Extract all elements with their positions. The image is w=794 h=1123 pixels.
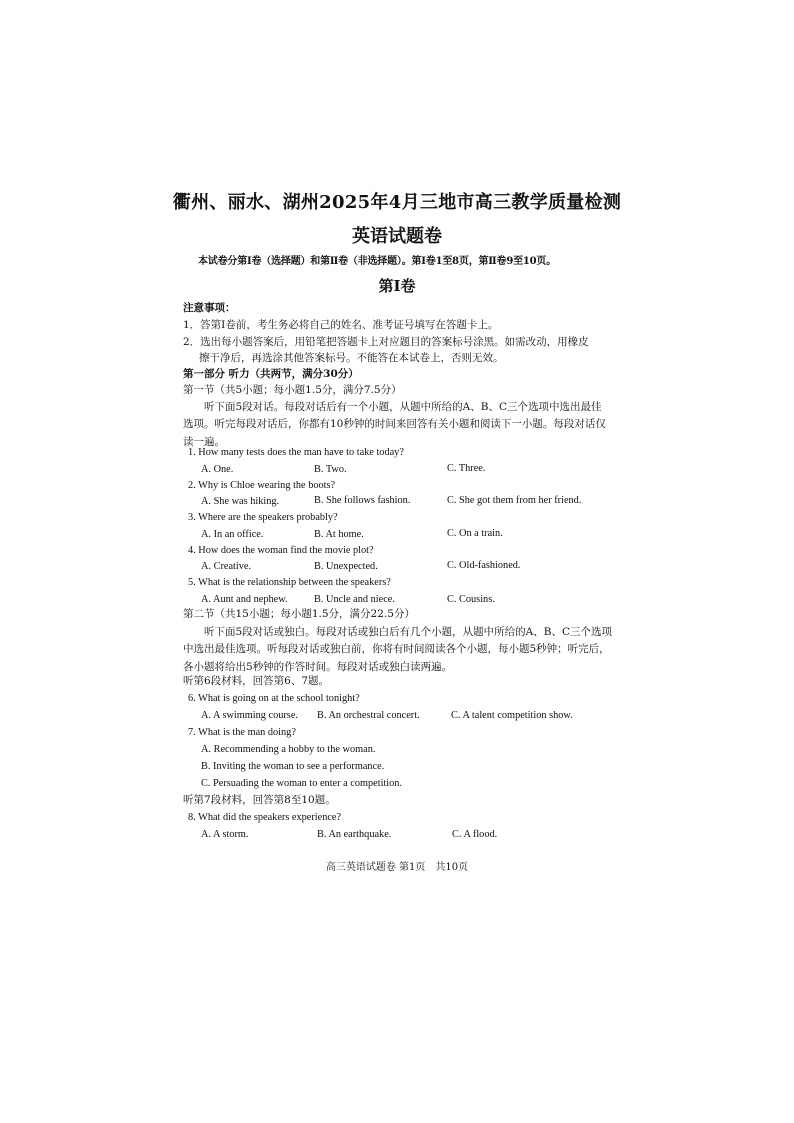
section2-instructions: 听下面5段对话或独白。每段对话或独白后有几个小题，从题中所给的A、B、C三个选项中选出最佳选项。听每段对话或独白前，你将有时间阅读各个小题，每小题5秒钟；听完后，各小题将给出5秒钟的作答时间。每段对话或独白读两遍。: [183, 626, 613, 673]
question-2-option-c: C. She got them from her friend.: [447, 495, 582, 506]
section1-heading: 第一节（共5小题；每小题1.5分，满分7.5分）: [183, 384, 402, 396]
exam-title: 衢州、丽水、湖州2025年4月三地市高三教学质量检测: [172, 192, 622, 213]
question-7-option-c: C. Persuading the woman to enter a competition.: [201, 778, 403, 789]
question-4-stem: 4. How does the woman find the movie plot?: [188, 545, 374, 556]
question-5-stem: 5. What is the relationship between the speakers?: [188, 577, 391, 588]
notes-heading: 注意事项：: [183, 302, 236, 314]
question-8-option-c: C. A flood.: [452, 829, 498, 840]
question-4-option-c: C. Old-fashioned.: [447, 560, 521, 571]
question-2-stem: 2. Why is Chloe wearing the boots?: [188, 480, 336, 491]
question-3-stem: 3. Where are the speakers probably?: [188, 512, 338, 523]
volume-heading: 第Ⅰ卷: [378, 277, 416, 295]
section2-heading: 第二节（共15小题；每小题1.5分，满分22.5分）: [183, 608, 415, 620]
question-1-option-c: C. Three.: [447, 463, 486, 474]
question-6-option-c: C. A talent competition show.: [451, 710, 573, 721]
question-3-option-c: C. On a train.: [447, 528, 503, 539]
question-4-option-a: A. Creative.: [201, 561, 252, 572]
question-1-option-a: A. One.: [201, 464, 234, 475]
exam-description: 本试卷分第Ⅰ卷（选择题）和第Ⅱ卷（非选择题）。第Ⅰ卷1至8页，第Ⅱ卷9至10页。: [198, 256, 557, 267]
question-8-option-b: B. An earthquake.: [317, 829, 392, 840]
question-6-option-b: B. An orchestral concert.: [317, 710, 420, 721]
material-7-instruction: 听第7段材料，回答第8至10题。: [183, 794, 336, 806]
question-7-option-a: A. Recommending a hobby to the woman.: [201, 744, 376, 755]
question-5-option-b: B. Uncle and niece.: [314, 594, 395, 605]
question-5-option-c: C. Cousins.: [447, 594, 495, 605]
question-5-option-a: A. Aunt and nephew.: [201, 594, 288, 605]
question-4-option-b: B. Unexpected.: [314, 561, 378, 572]
notes-item-2-line-1: 2．选出每小题答案后，用铅笔把答题卡上对应题目的答案标号涂黑。如需改动，用橡皮: [183, 336, 589, 348]
question-7-option-b: B. Inviting the woman to see a performance.: [201, 761, 385, 772]
question-2-option-b: B. She follows fashion.: [314, 495, 411, 506]
question-3-option-b: B. At home.: [314, 529, 364, 540]
section1-instructions: 听下面5段对话。每段对话后有一个小题，从题中所给的A、B、C三个选项中选出最佳选项。听完每段对话后，你都有10秒钟的时间来回答有关小题和阅读下一小题。每段对话仅读一遍。: [183, 401, 606, 448]
material-6-instruction: 听第6段材料，回答第6、7题。: [183, 675, 330, 687]
question-2-option-a: A. She was hiking.: [201, 496, 280, 507]
notes-item-2-line-2: 擦干净后，再选涂其他答案标号。不能答在本试卷上，否则无效。: [199, 352, 504, 364]
page-footer: 高三英语试题卷 第1页 共10页: [325, 862, 469, 873]
notes-item-1: 1．答第Ⅰ卷前，考生务必将自己的姓名、准考证号填写在答题卡上。: [183, 319, 499, 331]
exam-subtitle: 英语试题卷: [352, 226, 442, 247]
part1-heading: 第一部分 听力（共两节，满分30分）: [183, 368, 359, 380]
question-1-stem: 1. How many tests does the man have to take today?: [188, 447, 404, 458]
question-7-stem: 7. What is the man doing?: [188, 727, 296, 738]
question-6-stem: 6. What is going on at the school tonight?: [188, 693, 360, 704]
question-6-option-a: A. A swimming course.: [201, 710, 298, 721]
question-3-option-a: A. In an office.: [201, 529, 264, 540]
question-8-stem: 8. What did the speakers experience?: [188, 812, 342, 823]
question-8-option-a: A. A storm.: [201, 829, 249, 840]
question-1-option-b: B. Two.: [314, 464, 347, 475]
